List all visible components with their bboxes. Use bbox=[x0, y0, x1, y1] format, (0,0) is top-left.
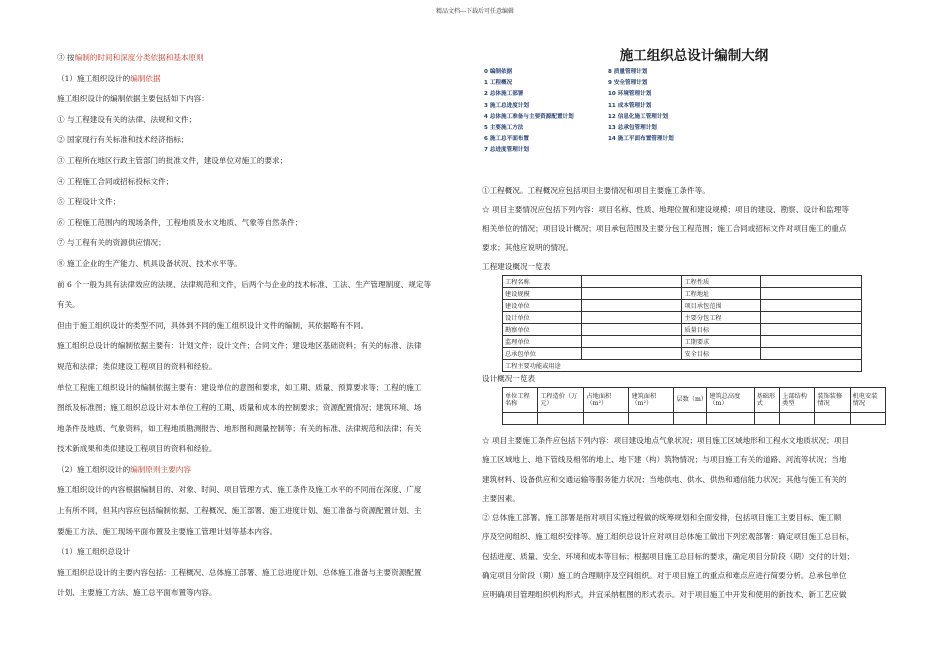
highlighted-text: 编制原则主要内容 bbox=[130, 464, 191, 474]
line-text: 施工组织总设计的主要内容包括：工程概况、总体施工部署、施工总进度计划、总体施工准备与主要资源配置 bbox=[57, 567, 422, 577]
line-text: 上有所不同，但其内容应包括编制依据、工程概况、施工部署、施工进度计划、施工准备与资源配置计划、主 bbox=[57, 506, 422, 516]
left-line bbox=[57, 567, 475, 588]
table-cell: 建设规模 bbox=[503, 288, 582, 300]
table-cell bbox=[707, 413, 754, 425]
table-cell bbox=[584, 413, 629, 425]
left-line bbox=[57, 587, 475, 608]
table-cell: 工程地址 bbox=[682, 288, 761, 300]
table-cell: 工程主要功能或用途 bbox=[503, 360, 862, 372]
line-text: 要施工方法、施工现场平面布置及主要施工管理计划等基本内容。 bbox=[57, 526, 278, 536]
table-row bbox=[503, 312, 862, 324]
left-line bbox=[57, 73, 475, 94]
toc-item: 2 总体施工部署 bbox=[484, 91, 524, 98]
left-line bbox=[57, 299, 475, 320]
toc-item: 5 主要施工方法 bbox=[484, 124, 524, 131]
left-column bbox=[57, 52, 475, 608]
left-line bbox=[57, 402, 475, 423]
column-header: 层数（m） bbox=[674, 388, 707, 413]
left-line bbox=[57, 320, 475, 341]
line-text: ⑤ 工程设计文件； bbox=[57, 197, 121, 207]
table-row bbox=[503, 324, 862, 336]
table-cell bbox=[581, 300, 682, 312]
left-line bbox=[57, 546, 475, 567]
table-cell: 工程性质 bbox=[682, 276, 761, 288]
highlighted-text: 编制的时间和深度分类依据和基本原则 bbox=[74, 53, 204, 62]
table-cell: 项目承包范围 bbox=[682, 300, 761, 312]
table-cell bbox=[815, 413, 850, 425]
table-cell bbox=[581, 324, 682, 336]
line-text: 规范和法律；类似建设工程项目的资料和经验。 bbox=[57, 361, 217, 371]
column-header: 建筑面积（m²） bbox=[629, 388, 674, 413]
paragraph-line: 建筑材料、设备供应和交通运输等服务能力状况；当地供电、供水、供热和通信能力状况；其他与施工有关的 bbox=[482, 474, 847, 484]
toc-item: 13 总承包管理计划 bbox=[608, 124, 657, 131]
table-row bbox=[503, 360, 862, 372]
paragraph-line: 施工区域地上、地下管线及相邻的地上、地下建（构）筑物情况；与项目施工有关的道路、河流等状况；当地 bbox=[482, 455, 847, 465]
toc-item: 3 施工总进度计划 bbox=[484, 102, 529, 109]
table-cell: 主要分包工程 bbox=[682, 312, 761, 324]
right-column bbox=[482, 46, 892, 605]
line-text: 前 6 个一般为具有法律效应的法规、法律规范和文件，后两个与企业的技术标准、工法、生产管理制度、规定等 bbox=[57, 279, 432, 289]
project-overview-table bbox=[502, 275, 862, 372]
toc-left-column bbox=[484, 67, 574, 157]
table-cell: 建设单位 bbox=[503, 300, 582, 312]
toc-item: 12 信息化施工管理计划 bbox=[608, 113, 669, 120]
toc-right-column bbox=[608, 67, 674, 145]
table-cell bbox=[761, 324, 862, 336]
left-line bbox=[57, 258, 475, 279]
table-cell bbox=[754, 413, 780, 425]
design-overview-table bbox=[502, 387, 886, 425]
line-text: 但由于施工组织设计的类型不同，具体到不同的施工组织设计文件的编制，其依据略有不同。 bbox=[57, 320, 369, 330]
toc-item: 14 施工平面布置管理计划 bbox=[608, 136, 674, 143]
paragraph-line: ☆ 项目主要施工条件应包括下列内容：项目建设地点气象状况；项目施工区域地形和工程水文地质状况；项目 bbox=[482, 436, 849, 445]
table-cell bbox=[761, 348, 862, 360]
table-cell bbox=[581, 336, 682, 348]
table-cell bbox=[581, 276, 682, 288]
paragraph-line: 主要因素。 bbox=[482, 493, 520, 503]
left-line bbox=[57, 505, 475, 526]
left-line bbox=[57, 196, 475, 217]
outline-title: 施工组织总设计编制大纲 bbox=[619, 48, 769, 64]
column-header: 单位工程名称 bbox=[503, 388, 538, 413]
table-cell bbox=[761, 276, 862, 288]
table-cell bbox=[761, 300, 862, 312]
line-text: ④ 工程施工合同或招标投标文件； bbox=[57, 176, 174, 186]
highlighted-text: 编制依据 bbox=[130, 73, 161, 83]
table-cell bbox=[761, 288, 862, 300]
table-cell bbox=[780, 413, 815, 425]
toc-item: 4 总体施工准备与主要资源配置计划 bbox=[484, 113, 574, 120]
toc-item: 8 质量管理计划 bbox=[608, 69, 648, 75]
table-row bbox=[503, 288, 862, 300]
table-row bbox=[503, 348, 862, 360]
table-cell bbox=[538, 413, 584, 425]
left-line bbox=[57, 217, 475, 238]
table-cell: 勘察单位 bbox=[503, 324, 582, 336]
table-cell: 监理单位 bbox=[503, 336, 582, 348]
paragraph-line: ② 总体施工部署。施工部署是指对项目实施过程做的统筹规划和全面安排，包括项目施工主要目标、施工顺 bbox=[482, 513, 842, 523]
table-row bbox=[503, 276, 862, 288]
column-header: 上部结构类型 bbox=[780, 388, 815, 413]
line-text: 计划、主要施工方法、施工总平面布置等内容。 bbox=[57, 588, 217, 598]
table-cell bbox=[629, 413, 674, 425]
column-header: 基础形式 bbox=[754, 388, 780, 413]
left-line bbox=[57, 484, 475, 505]
left-line bbox=[57, 52, 475, 73]
toc-item: 9 安全管理计划 bbox=[608, 80, 648, 87]
column-header: 工程造价（万元） bbox=[538, 388, 584, 413]
line-text: ② 国家现行有关标准和技术经济指标； bbox=[57, 135, 189, 145]
paragraph-line: 序及空间组织、施工组织安排等。施工组织总设计应对项目总体施工做出下列宏观部署：确定项目施工总目标， bbox=[482, 532, 855, 542]
left-line bbox=[57, 382, 475, 403]
table-cell bbox=[503, 413, 538, 425]
conditions-paragraph bbox=[482, 431, 892, 605]
toc-item: 7 总进度管理计划 bbox=[484, 147, 529, 154]
left-line bbox=[57, 176, 475, 197]
table-cell: 质量目标 bbox=[682, 324, 761, 336]
paragraph-line: ①工程概况。工程概况应包括项目主要情况和项目主要施工条件等。 bbox=[482, 186, 710, 195]
line-text: 单位工程施工组织设计的编制依据主要有：建设单位的意图和要求，如工期、质量、预算要求等；工程的施工 bbox=[57, 382, 422, 392]
toc-item: 11 成本管理计划 bbox=[608, 102, 652, 109]
left-line bbox=[57, 134, 475, 155]
table-cell bbox=[761, 312, 862, 324]
line-text: ⑥ 工程施工范围内的现场条件，工程地质及水文地质、气象等自然条件； bbox=[57, 217, 303, 227]
table-row bbox=[503, 336, 862, 348]
paragraph-line: 应明确项目管理组织机构形式，并宜采纳框图的形式表示。对于项目施工中开发和使用的新技术、新工艺应做 bbox=[482, 590, 847, 600]
paragraph-line: 确定项目分阶段（期）施工的合理顺序及空间组织。对于项目施工的重点和难点应进行简要分析。总承包单位 bbox=[482, 571, 847, 581]
toc-item: 10 环境管理计划 bbox=[608, 91, 652, 98]
paragraph-line: 包括进度、质量、安全、环境和成本等目标；根据项目施工总目标的要求，确定项目分阶段（期）交付的计划； bbox=[482, 551, 855, 561]
table1-caption: 工程建设概况一览表 bbox=[482, 262, 551, 271]
table-cell bbox=[761, 336, 862, 348]
line-text: （1）施工组织总设计 bbox=[57, 547, 131, 557]
line-text: 施工组织设计的内容根据编制目的、对象、时间、项目管理方式、施工条件及施工水平的不同而在深度、广度 bbox=[57, 485, 422, 495]
line-text: ⑧ 施工企业的生产能力、机具设备状况、技术水平等。 bbox=[57, 258, 242, 268]
line-text: 有关。 bbox=[57, 300, 80, 310]
line-text: （1）施工组织设计的 bbox=[57, 73, 131, 83]
line-text: ⑦ 与工程有关的资源供应情况； bbox=[57, 238, 166, 248]
line-text: 施工组织设计的编制依据主要包括如下内容： bbox=[57, 94, 209, 104]
column-header: 占地面积（m²） bbox=[584, 388, 629, 413]
table-cell: 工程名称 bbox=[503, 276, 582, 288]
line-text: ③ 按 bbox=[57, 53, 75, 62]
left-line bbox=[57, 526, 475, 547]
page-header: 精品文档---下载后可任意编辑 bbox=[435, 8, 515, 15]
left-line bbox=[57, 361, 475, 382]
column-header: 装饰装修情况 bbox=[815, 388, 850, 413]
line-text: ① 与工程建设有关的法律、法规和文件； bbox=[57, 114, 197, 124]
left-line bbox=[57, 443, 475, 464]
toc-item: 1 工程概况 bbox=[484, 80, 513, 87]
table-header-row bbox=[503, 388, 886, 413]
table-cell bbox=[850, 413, 885, 425]
left-line bbox=[57, 237, 475, 258]
toc-item: 6 施工总平面布置 bbox=[484, 136, 529, 143]
table-cell bbox=[581, 312, 682, 324]
left-line bbox=[57, 114, 475, 135]
line-text: （2）施工组织设计的 bbox=[57, 464, 131, 474]
left-line bbox=[57, 279, 475, 300]
paragraph-line: 相关单位的情况；项目设计概况；项目承包范围及主要分包工程范围；施工合同或招标文件对项目施工的重点 bbox=[482, 224, 847, 233]
left-line bbox=[57, 155, 475, 176]
outline-toc bbox=[482, 67, 892, 177]
table-cell bbox=[581, 288, 682, 300]
table-cell: 总承包单位 bbox=[503, 348, 582, 360]
left-line bbox=[57, 423, 475, 444]
table-row bbox=[503, 413, 886, 425]
table-cell: 工期要求 bbox=[682, 336, 761, 348]
table-row bbox=[503, 300, 862, 312]
toc-item: 0 编制依据 bbox=[484, 69, 513, 75]
paragraph-line: ☆ 项目主要情况应包括下列内容：项目名称、性质、地理位置和建设规模；项目的建设、勘察、设计和监理等 bbox=[482, 205, 849, 214]
table-cell: 安全目标 bbox=[682, 348, 761, 360]
table-cell bbox=[581, 348, 682, 360]
paragraph-line: 要求；其他应说明的情况。 bbox=[482, 243, 574, 252]
table2-caption: 设计概况一览表 bbox=[482, 374, 536, 383]
left-line bbox=[57, 464, 475, 485]
overview-paragraph bbox=[482, 181, 892, 257]
table-cell: 设计单位 bbox=[503, 312, 582, 324]
line-text: ③ 工程所在地区行政主管部门的批准文件，建设单位对施工的要求； bbox=[57, 155, 288, 165]
left-line bbox=[57, 340, 475, 361]
table-cell bbox=[674, 413, 707, 425]
column-header: 机电安装情况 bbox=[850, 388, 885, 413]
column-header: 建筑总高度（m） bbox=[707, 388, 754, 413]
line-text: 图纸及标准图；施工组织总设计对本单位工程的工期、质量和成本的控制要求；资源配置情况；建筑环境、场 bbox=[57, 403, 422, 413]
left-line bbox=[57, 93, 475, 114]
line-text: 技术新成果和类似建设工程项目的资料和经验。 bbox=[57, 444, 217, 454]
line-text: 地条件及地质、气象资料，如工程地质勘测报告、地形图和测量控制等；有关的标准、法律规范和法律；有关 bbox=[57, 423, 422, 433]
line-text: 施工组织总设计的编制依据主要有：计划文件；设计文件；合同文件；建设地区基础资料；有关的标准、法律 bbox=[57, 341, 422, 351]
